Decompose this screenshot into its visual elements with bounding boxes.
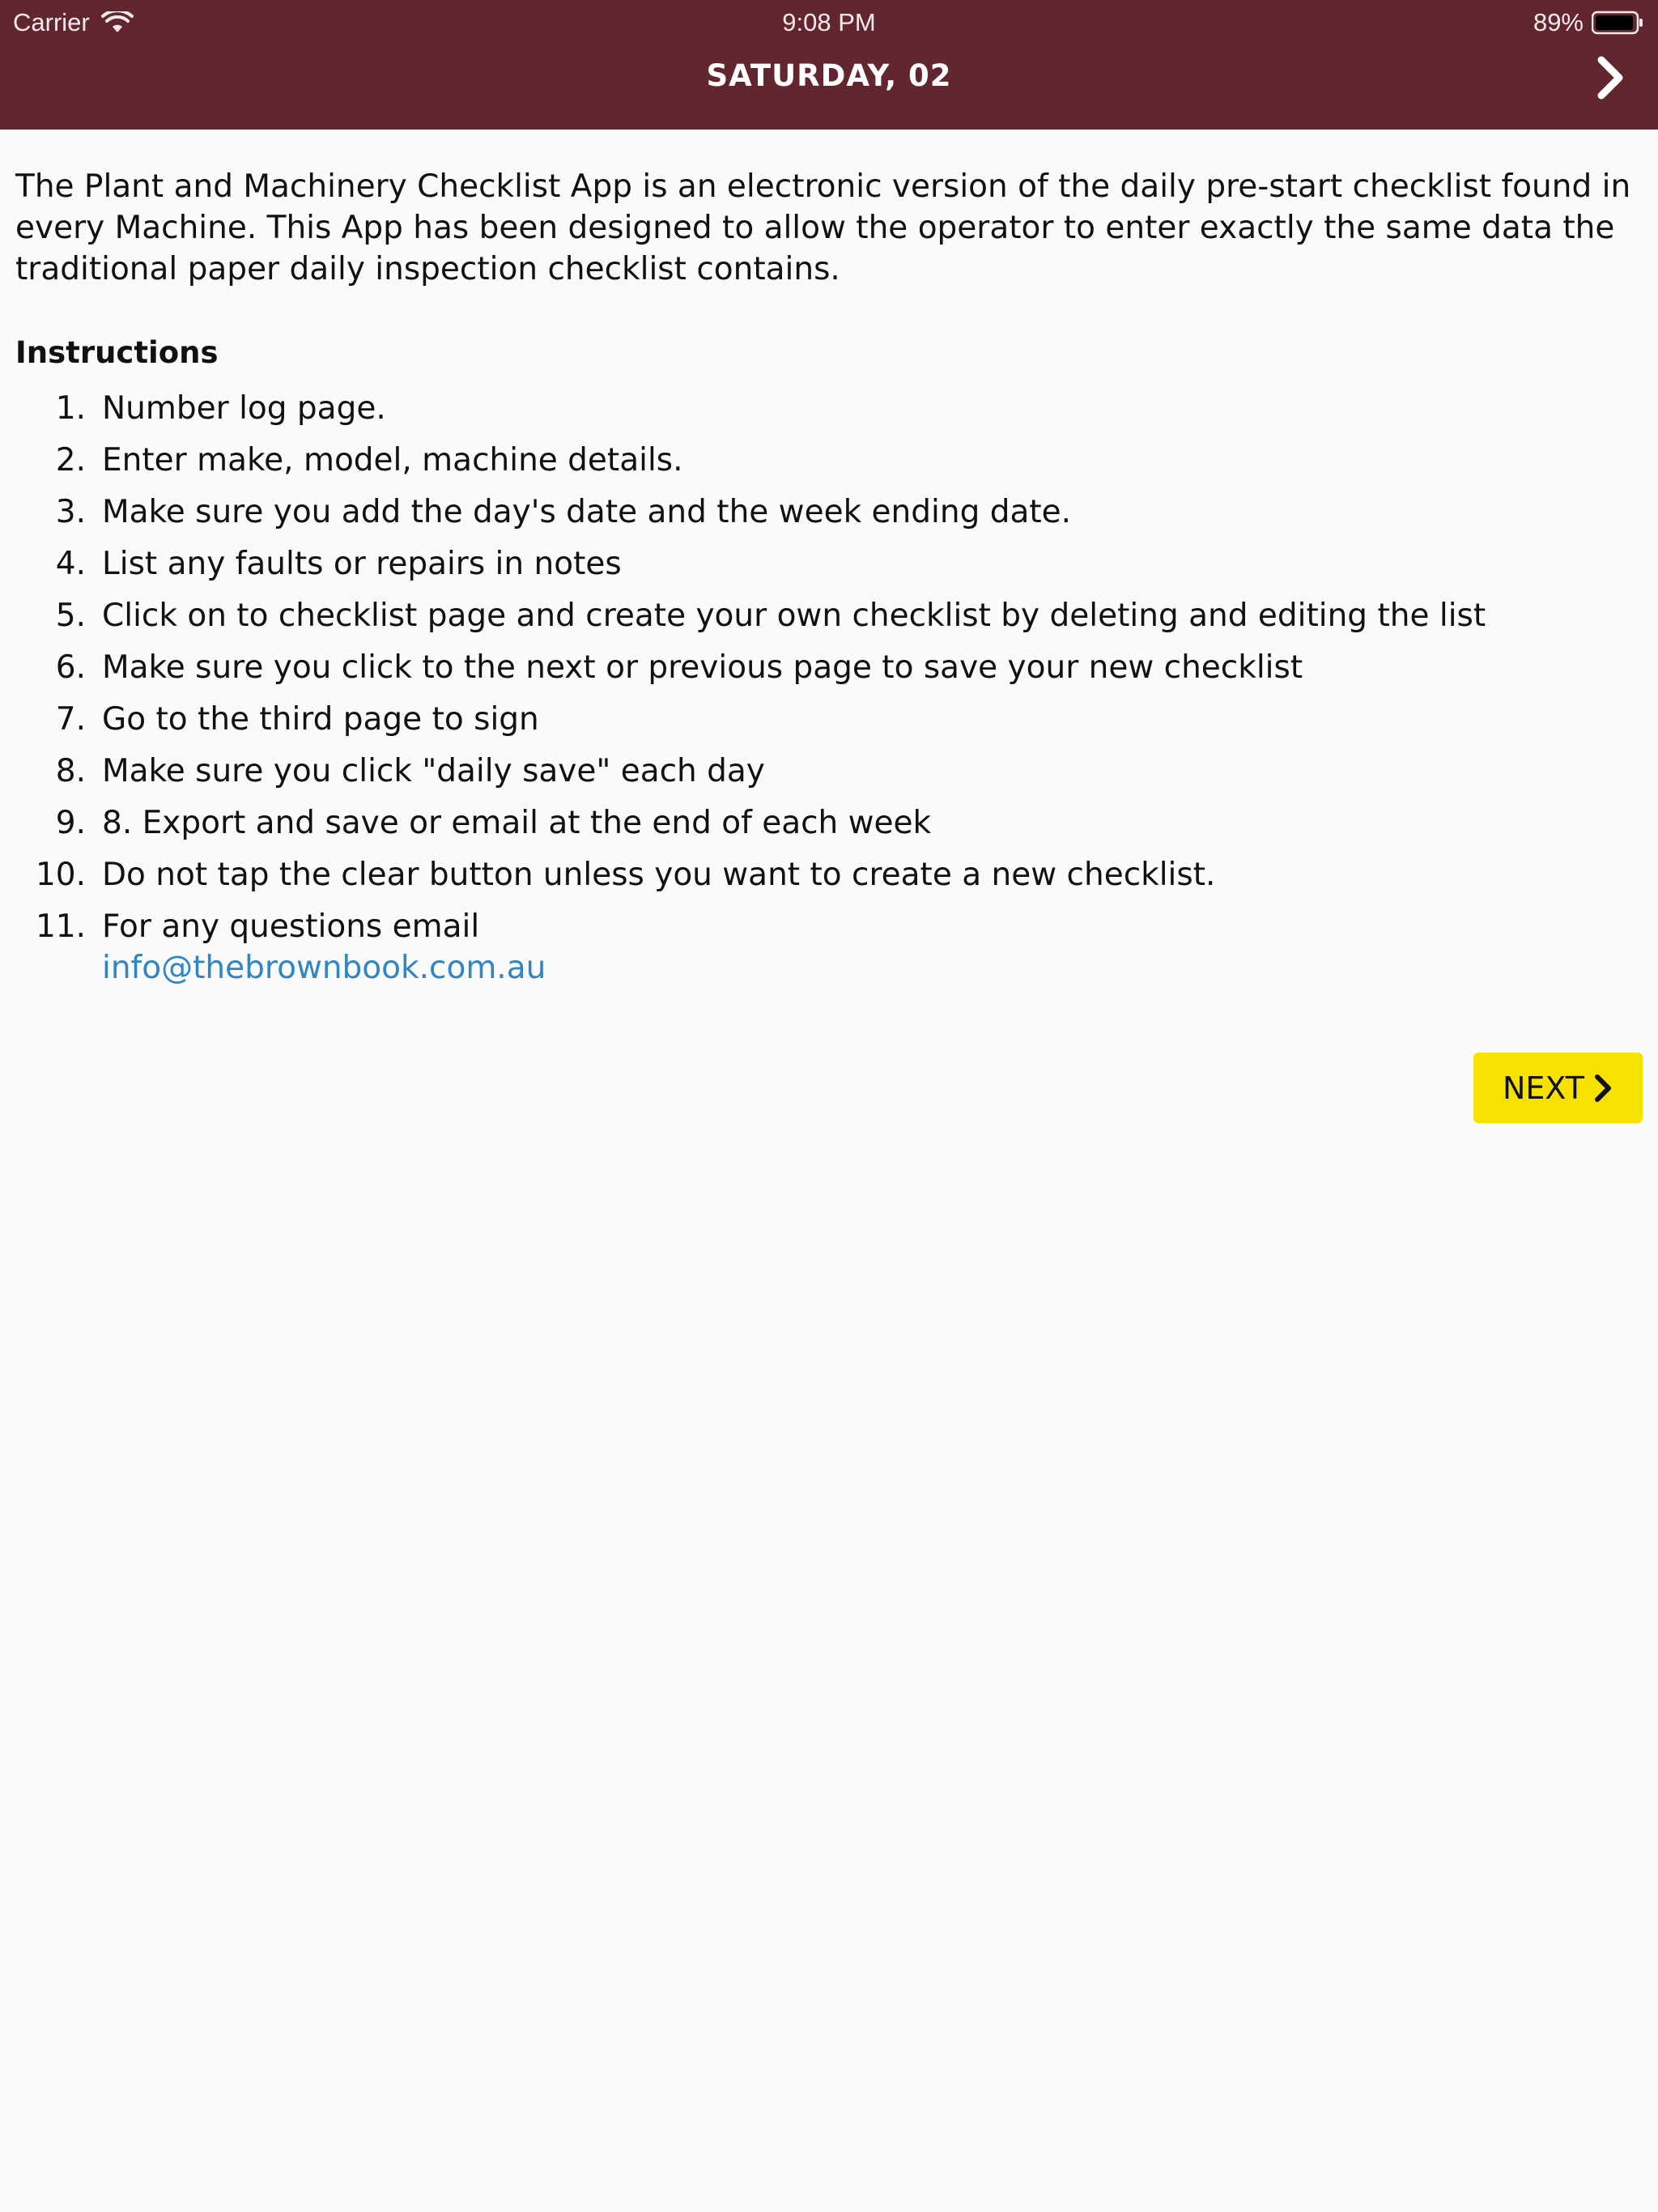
step-text: For any questions email xyxy=(102,908,480,945)
step-text: Make sure you add the day's date and the week ending date. xyxy=(102,494,1072,530)
status-bar xyxy=(0,0,1658,45)
step-text: Do not tap the clear button unless you want to create a new checklist. xyxy=(102,857,1216,893)
step-text: Enter make, model, machine details. xyxy=(102,442,683,479)
next-button[interactable] xyxy=(1473,1053,1643,1123)
main-content xyxy=(15,166,1635,999)
header-next-button[interactable] xyxy=(1592,55,1630,100)
chevron-right-icon xyxy=(1592,88,1630,104)
step-number: 10. xyxy=(35,857,86,893)
email-link[interactable]: info@thebrownbook.com.au xyxy=(102,950,546,986)
step-text: Click on to checklist page and create your own checklist by deleting and editing the list xyxy=(102,598,1486,634)
battery-percentage: 89% xyxy=(1533,8,1584,36)
next-button-label: NEXT xyxy=(1502,1070,1584,1106)
list-item xyxy=(15,595,1635,636)
list-item xyxy=(15,854,1635,895)
step-number: 11. xyxy=(35,908,86,945)
step-text: List any faults or repairs in notes xyxy=(102,546,622,582)
list-item xyxy=(15,906,1635,989)
chevron-right-icon xyxy=(1592,1074,1613,1103)
carrier-label: Carrier xyxy=(13,8,90,36)
step-number: 1. xyxy=(55,390,86,427)
status-time: 9:08 PM xyxy=(782,8,876,36)
step-number: 4. xyxy=(55,546,86,582)
page-title: SATURDAY, 02 xyxy=(706,58,952,93)
step-number: 3. xyxy=(55,494,86,530)
step-text: 8. Export and save or email at the end of each week xyxy=(102,805,932,841)
step-number: 8. xyxy=(55,753,86,789)
list-item xyxy=(15,699,1635,740)
status-battery xyxy=(1533,8,1643,37)
list-item xyxy=(15,543,1635,585)
list-item xyxy=(15,802,1635,844)
list-item xyxy=(15,388,1635,429)
step-text: Make sure you click "daily save" each day xyxy=(102,753,765,789)
list-item xyxy=(15,647,1635,688)
list-item xyxy=(15,491,1635,533)
step-text: Make sure you click to the next or previous page to save your new checklist xyxy=(102,649,1303,686)
list-item xyxy=(15,751,1635,792)
battery-icon xyxy=(1592,11,1643,35)
step-text: Number log page. xyxy=(102,390,386,427)
app-header xyxy=(0,0,1658,130)
step-number: 5. xyxy=(55,598,86,634)
step-number: 7. xyxy=(55,701,86,738)
step-number: 2. xyxy=(55,442,86,479)
step-number: 6. xyxy=(55,649,86,686)
list-item xyxy=(15,440,1635,481)
step-text: Go to the third page to sign xyxy=(102,701,539,738)
instructions-heading: Instructions xyxy=(15,335,219,370)
intro-paragraph: The Plant and Machinery Checklist App is an electronic version of the daily pre-start checklist found in every Machine. This App has been designed to allow the operator to enter exactly the same data the traditional paper daily inspection checklist contains. xyxy=(15,168,1631,287)
step-text-with-email xyxy=(102,906,1635,989)
step-number: 9. xyxy=(55,805,86,841)
instructions-list xyxy=(15,388,1635,989)
